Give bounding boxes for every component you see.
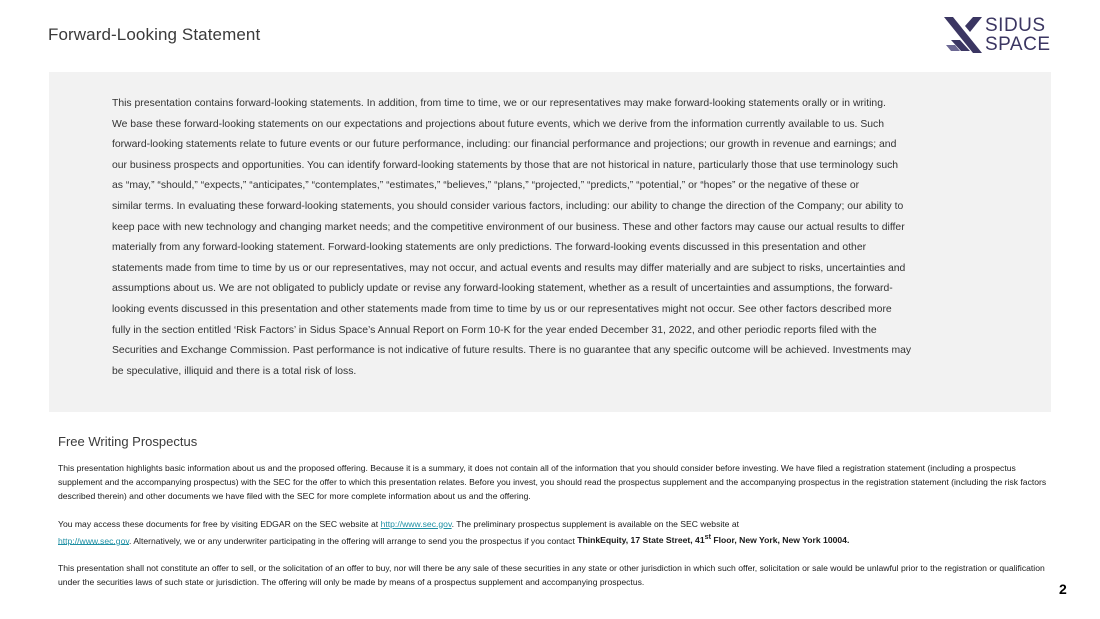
forward-looking-statement-text: This presentation contains forward-looking statements. In addition, from time to time, we or our representatives may make forward-looking statements orally or in writing. We base these forward-looking statements on our expectations and projections about future events, which we derive from the information currently available to us. Such forward-looking statements relate to future events or our future performance, including: our financial performance and projections; our growth in revenue and earnings; and our business prospects and opportunities. You can identify forward-looking statements by those that are not historical in nature, particularly those that use terminology such as “may,” “should,” “expects,” “anticipates,” “contemplates,” “estimates,” “believes,” “plans,” “projected,” “predicts,” “potential,” or “hopes” or the negative of these or similar terms. In evaluating these forward-looking statements, you should consider various factors, including: our ability to change the direction of the Company; our ability to keep pace with new technology and changing market needs; and the competitive environment of our business. These and other factors may cause our actual results to differ materially from any forward-looking statement. Forward-looking statements are only predictions. The forward-looking events discussed in this presentation and other statements made from time to time by us or our representatives, may not occur, and actual events and results may differ materially and are subject to risks, uncertainties and assumptions about us. We are not obligated to publicly update or revise any forward-looking statement, whether as a result of uncertainties and assumptions, the forward- looking events discussed in this presentation and other statements made from time to time by us or our representatives might not occur. See other factors described more fully in the section entitled ‘Risk Factors’ in Sidus Space’s Annual Report on Form 10-K for the year ended December 31, 2022, and other periodic reports filed with the Securities and Exchange Commission. Past performance is not indicative of future results. There is no guarantee that any specific outcome will be achieved. Investments may be speculative, illiquid and there is a total risk of loss. xyxy=(112,98,912,377)
prospectus-paragraph-2 xyxy=(58,518,1048,549)
thinkequity-contact xyxy=(577,535,849,545)
logo-text-sidus: SIDUS xyxy=(985,15,1046,36)
page-title: Forward-Looking Statement xyxy=(48,25,261,44)
prospectus-text: You may access these documents for free by visiting EDGAR on the SEC website at xyxy=(58,518,381,529)
sidus-space-logo xyxy=(944,15,1058,57)
prospectus-paragraph-3: This presentation shall not constitute an offer to sell, or the solicitation of an offer to buy, nor will there be any sale of these securities in any state or other jurisdiction in which such offer, solicitation or sale would be unlawful prior to the registration or qualification under the securities laws of such state or jurisdiction. The offering will only be made by means of a prospectus supplement and accompanying prospectus. xyxy=(58,563,1045,588)
forward-looking-statement-box xyxy=(49,72,1051,412)
page-number: 2 xyxy=(1059,581,1067,597)
logo-text-space: SPACE xyxy=(985,34,1051,55)
free-writing-prospectus-body xyxy=(58,462,1048,590)
free-writing-prospectus-heading: Free Writing Prospectus xyxy=(58,434,198,449)
sec-website-link[interactable]: http://www.sec.gov xyxy=(380,518,452,529)
prospectus-paragraph-1: This presentation highlights basic information about us and the proposed offering. Because it is a summary, it does not contain all of the information that you should consider before investing. We have filed a registration statement (including a prospectus supplement and the accompanying prospectus) with the SEC for the offer to which this presentation relates. Before you invest, you should read the prospectus supplement and the accompanying prospectus in the registration statement (including the risk factors described therein) and other documents we have filed with the SEC for more complete information about us and the offering. xyxy=(58,463,1047,501)
sec-website-link-2[interactable]: http://www.sec.gov xyxy=(58,535,130,546)
prospectus-text: . The preliminary prospectus supplement is available on the SEC website at xyxy=(451,518,740,529)
prospectus-text: . Alternatively, we or any underwriter participating in the offering will arrange to send you the prospectus if you contact xyxy=(129,535,578,546)
contact-address-end: Floor, New York, New York 10004. xyxy=(710,535,850,546)
sidus-space-logo-icon xyxy=(944,15,984,55)
contact-superscript: st xyxy=(704,533,711,542)
contact-address: ThinkEquity, 17 State Street, 41 xyxy=(577,535,705,546)
